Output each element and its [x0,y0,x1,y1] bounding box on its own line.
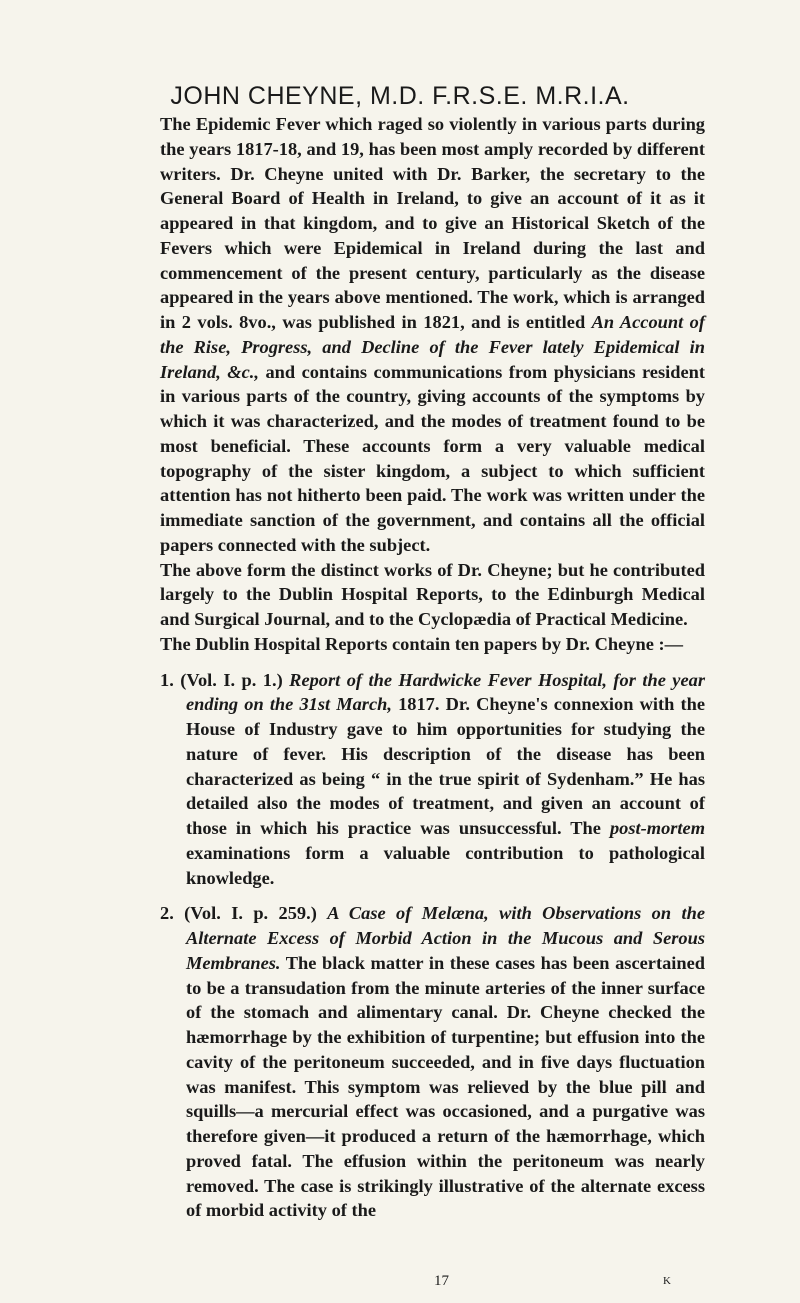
book-title: An Account of the Rise, Progress, and Decline of the Fever lately Epidemical in Ireland, &c., [160,312,705,382]
item-lead: 2. (Vol. I. p. 259.) [160,903,328,924]
paragraph-text: The Epidemic Fever which raged so violently in various parts during the years 1817-18, and 19, has been most amply recorded by different writers. Dr. Cheyne united with Dr. Barker, the secretary to the General Board of Health in Ireland, to give an account of it as it appeared in that kingdom, and to give an Historical Sketch of the Fevers which were Epidemical in Ireland during the last and commencement of the present century, particularly as the disease appeared in the years above mentioned. The work, which is arranged in 2 vols. 8vo., was published in 1821, and is entitled [160,114,705,332]
signature-letter: K [663,1275,671,1287]
paragraph-contributions [160,558,705,632]
paragraph-text: and contains communications from physicians resident in various parts of the country, giving accounts of the symptoms by which it was characterized, and the modes of treatment found to be most beneficial. These accounts form a very valuable medical topography of the sister kingdom, a subject to which sufficient attention has not hitherto been paid. The work was written under the immediate sanction of the government, and contains all the official papers connected with the subject. [160,361,705,555]
paragraph-text: The Dublin Hospital Reports contain ten papers by Dr. Cheyne :— [160,633,683,654]
list-item [160,901,705,1223]
item-title: Report of the Hardwicke Fever Hospital, for the year ending on the 31st March, [186,669,705,715]
signature-mark: 17 [434,1273,449,1289]
page-footer [0,1273,800,1297]
item-text: 1817. Dr. Cheyne's connexion with the House of Industry gave to him opportunities for studying the nature of fever. His description of the disease has been characterized as being “ in the true spirit of Sydenham.” He has detailed also the modes of treatment, and given an account of those in which his practice was unsuccessful. The [186,694,705,838]
paragraph-dublin-reports [160,632,705,657]
paragraph-epidemic-fever [160,112,705,558]
item-title: A Case of Melæna, with Observations on the Alternate Excess of Morbid Action in the Mucous and Serous Membranes. [186,903,705,973]
item-lead: 1. (Vol. I. p. 1.) [160,669,290,690]
item-text: examinations form a valuable contribution to pathological knowledge. [186,842,705,888]
item-italic-term: post-mortem [609,818,705,838]
running-head: JOHN CHEYNE, M.D. F.R.S.E. M.R.I.A. [170,82,630,110]
body-text [160,112,705,1223]
paragraph-text: The above form the distinct works of Dr. Cheyne; but he contributed largely to the Dublin Hospital Reports, to the Edinburgh Medical and Surgical Journal, and to the Cyclopædia of Practical Medicine. [160,559,705,629]
list-item [160,668,705,891]
item-text: The black matter in these cases has been ascertained to be a transudation from the minute arteries of the inner surface of the stomach and alimentary canal. Dr. Cheyne checked the hæmorrhage by the exhibition of turpentine; but effusion into the cavity of the peritoneum succeeded, and in five days fluctuation was manifest. This symptom was relieved by the blue pill and squills—a mercurial effect was occasioned, and a purgative was therefore given—it produced a return of the hæmorrhage, which proved fatal. The effusion within the peritoneum was nearly removed. The case is strikingly illustrative of the alternate excess of morbid activity of the [186,952,705,1221]
